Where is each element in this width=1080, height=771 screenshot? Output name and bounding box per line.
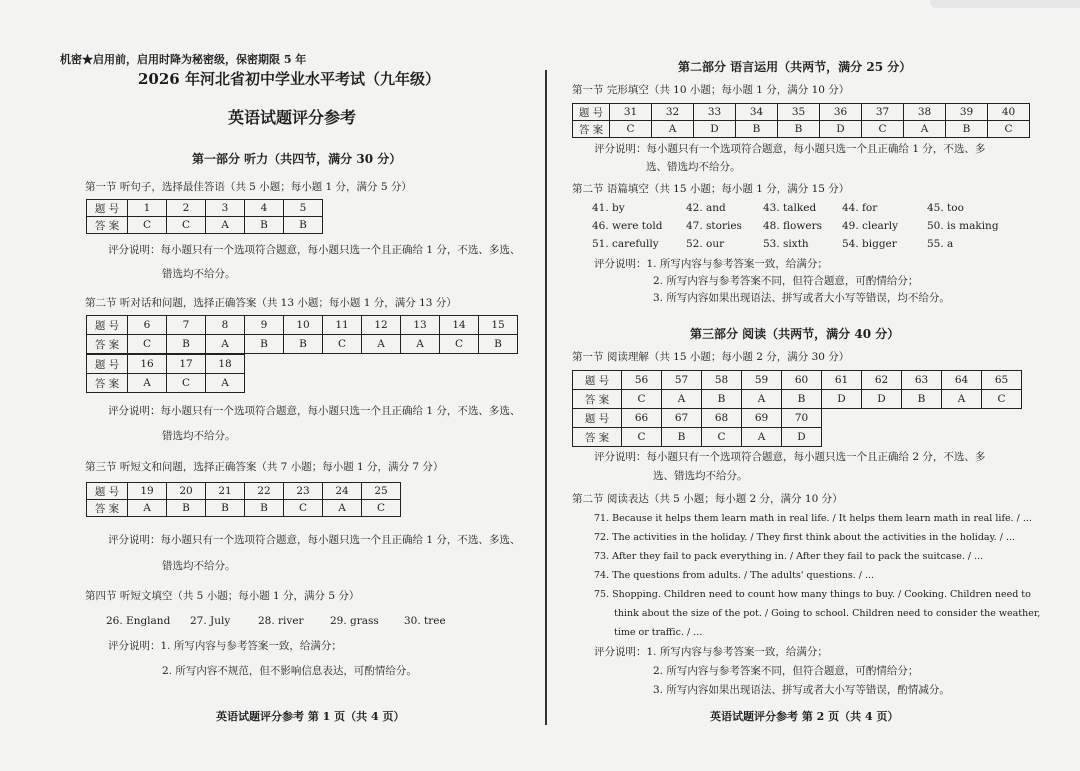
r2-answer: 53. sixth <box>763 238 809 250</box>
page-divider <box>545 70 547 725</box>
r4-note-line2: 2. 所写内容与参考答案不同，但符合题意，可酌情给分； <box>653 665 919 677</box>
r3-title: 第一节 阅读理解（共 15 小题；每小题 2 分，满分 30 分） <box>572 351 850 363</box>
secrecy-note: 机密★启用前，启用时降为秘密级，保密期限 5 年 <box>60 53 307 66</box>
r3-answer-table-2 <box>572 408 822 447</box>
r3-note-line2: 选、错选均不给分。 <box>653 470 748 482</box>
table-row: 答 案 C A B A B D D B A C <box>573 390 1022 409</box>
r2-answer: 49. clearly <box>842 220 899 232</box>
r4-answer-75-line2: think about the size of the pot. / Going to school. Children need to consider the weather, <box>614 608 1041 619</box>
s4-answer: 26. England <box>106 615 171 627</box>
r2-answer: 48. flowers <box>763 220 822 232</box>
r1-title: 第一节 完形填空（共 10 小题；每小题 1 分，满分 10 分） <box>572 84 850 96</box>
r2-note-line3: 3. 所写内容如果出现语法、拼写或者大小写等错误，均不给分。 <box>653 292 950 304</box>
r4-answer-73: 73. After they fail to pack everything in. / After they fail to pack the suitcase. / ... <box>594 551 984 562</box>
s4-note-line1: 评分说明：1. 所写内容与参考答案一致，给满分； <box>108 640 342 652</box>
r2-answer: 52. our <box>686 238 725 250</box>
s2-answer-table-2 <box>86 354 245 393</box>
r1-note-line1: 评分说明：每小题只有一个选项符合题意，每小题只选一个且正确给 1 分，不选、多 <box>594 143 986 155</box>
r4-answer-75-line1: 75. Shopping. Children need to count how many things to buy. / Cooking. Children need to <box>594 589 1031 600</box>
r2-answer: 54. bigger <box>842 238 897 250</box>
r2-answer: 45. too <box>927 202 964 214</box>
r2-answer: 43. talked <box>763 202 817 214</box>
r2-note-line2: 2. 所写内容与参考答案不同，但符合题意，可酌情给分； <box>653 275 919 287</box>
r2-title: 第二节 语篇填空（共 15 小题；每小题 1 分，满分 15 分） <box>572 183 850 195</box>
s3-answer-table <box>86 482 401 517</box>
r2-answer: 50. is making <box>927 220 999 232</box>
r2-answer: 44. for <box>842 202 878 214</box>
exam-title: 2026 年河北省初中学业水平考试（九年级） <box>138 70 440 88</box>
s3-title: 第三节 听短文和问题，选择正确答案（共 7 小题；每小题 1 分，满分 7 分） <box>85 461 444 473</box>
s2-note-line1: 评分说明：每小题只有一个选项符合题意，每小题只选一个且正确给 1 分，不选、多选、 <box>108 405 521 417</box>
r1-note-line2: 选、错选均不给分。 <box>646 161 741 173</box>
table-row: 题 号 31 32 33 34 35 36 37 38 39 40 <box>573 104 1030 121</box>
part3-heading: 第三部分 阅读（共两节，满分 40 分） <box>690 327 900 341</box>
s4-answer: 27. July <box>190 615 231 627</box>
s1-note-line1: 评分说明：每小题只有一个选项符合题意，每小题只选一个且正确给 1 分，不选、多选、 <box>108 244 521 256</box>
r2-note-line1: 评分说明：1. 所写内容与参考答案一致，给满分； <box>594 258 828 270</box>
part1-heading: 第一部分 听力（共四节，满分 30 分） <box>192 152 402 166</box>
table-row: 题 号 56 57 58 59 60 61 62 63 64 65 <box>573 371 1022 390</box>
left-footer: 英语试题评分参考 第 1 页（共 4 页） <box>216 710 405 723</box>
s1-title: 第一节 听句子，选择最佳答语（共 5 小题；每小题 1 分，满分 5 分） <box>85 181 412 193</box>
r2-answer: 55. a <box>927 238 954 250</box>
r4-note-line1: 评分说明：1. 所写内容与参考答案一致，给满分； <box>594 646 828 658</box>
r1-answer-table <box>572 103 1030 138</box>
table-row: 答 案 C B A B B C A A C B <box>87 335 518 354</box>
table-row: 答 案 C B C A D <box>573 428 822 447</box>
s3-note-line2: 错选均不给分。 <box>162 560 236 572</box>
s4-title: 第四节 听短文填空（共 5 小题；每小题 1 分，满分 5 分） <box>85 590 360 602</box>
s2-note-line2: 错选均不给分。 <box>162 430 236 442</box>
r2-answer: 42. and <box>686 202 726 214</box>
doc-subtitle: 英语试题评分参考 <box>228 108 357 127</box>
table-row: 题 号 19 20 21 22 23 24 25 <box>87 483 401 500</box>
r2-answer: 41. by <box>592 202 625 214</box>
table-row: 答 案 A B B B C A C <box>87 500 401 517</box>
r3-note-line1: 评分说明：每小题只有一个选项符合题意，每小题只选一个且正确给 2 分，不选、多 <box>594 451 986 463</box>
s2-answer-table <box>86 315 518 354</box>
s1-note-line2: 错选均不给分。 <box>162 268 236 280</box>
part2-heading: 第二部分 语言运用（共两节，满分 25 分） <box>678 60 912 74</box>
r2-answer: 47. stories <box>686 220 742 232</box>
right-page <box>550 0 1080 771</box>
s1-answer-table <box>86 199 323 234</box>
table-row: 题 号 16 17 18 <box>87 355 245 374</box>
table-row: 答 案 A C A <box>87 374 245 393</box>
r4-title: 第二节 阅读表达（共 5 小题；每小题 2 分，满分 10 分） <box>572 493 843 505</box>
table-row: 题 号 6 7 8 9 10 11 12 13 14 15 <box>87 316 518 335</box>
s4-answer: 30. tree <box>404 615 446 627</box>
table-row: 题 号 1 2 3 4 5 <box>87 200 323 217</box>
r4-answer-75-line3: time or traffic. / ... <box>614 627 703 638</box>
r4-note-line3: 3. 所写内容如果出现语法、拼写或者大小写等错误，酌情减分。 <box>653 684 950 696</box>
table-row: 题 号 66 67 68 69 70 <box>573 409 822 428</box>
r4-answer-74: 74. The questions from adults. / The adults' questions. / ... <box>594 570 875 581</box>
r2-answer: 51. carefully <box>592 238 659 250</box>
right-footer: 英语试题评分参考 第 2 页（共 4 页） <box>710 710 899 723</box>
r2-answer: 46. were told <box>592 220 663 232</box>
s2-title: 第二节 听对话和问题，选择正确答案（共 13 小题；每小题 1 分，满分 13 分） <box>85 297 457 309</box>
table-row: 答 案 C A D B B D C A B C <box>573 121 1030 138</box>
r4-answer-71: 71. Because it helps them learn math in real life. / It helps them learn math in real life. / ... <box>594 513 1032 524</box>
s4-answer: 28. river <box>258 615 304 627</box>
r4-answer-72: 72. The activities in the holiday. / They first think about the activities in the holiday. / ... <box>594 532 1016 543</box>
s4-note-line2: 2. 所写内容不规范，但不影响信息表达，可酌情给分。 <box>162 665 417 677</box>
r3-answer-table <box>572 370 1022 409</box>
s4-answer: 29. grass <box>330 615 379 627</box>
s3-note-line1: 评分说明：每小题只有一个选项符合题意，每小题只选一个且正确给 1 分，不选、多选、 <box>108 534 521 546</box>
table-row: 答 案 C C A B B <box>87 217 323 234</box>
